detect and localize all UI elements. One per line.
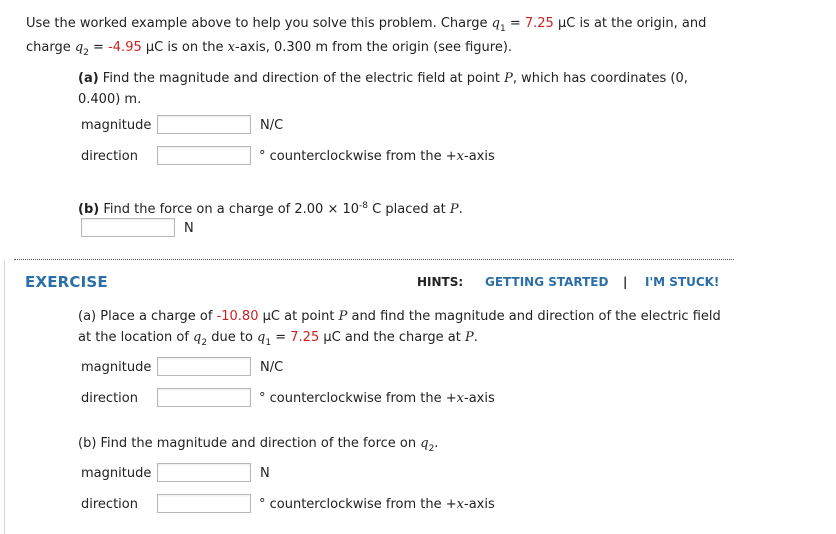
direction-label-a: direction: [81, 149, 138, 164]
part-a-question-line-1: (a) Find the magnitude and direction of the electric field at point P, which has coordinates (0,: [78, 71, 688, 86]
intro-line-1: Use the worked example above to help you solve this problem. Charge $q_1 = 7.25$ µC is at the origin, and: [26, 16, 707, 34]
part-b-question: (b) Find the force on a charge of $2.00 \times 10^{-8}$ C placed at P.: [78, 201, 463, 217]
direction-input-a[interactable]: [157, 146, 251, 165]
direction-label-ex-b: direction: [81, 497, 138, 512]
getting-started-link[interactable]: GETTING STARTED: [485, 275, 609, 289]
left-border: [4, 260, 5, 534]
hints-separator: |: [623, 275, 628, 289]
magnitude-input-ex-a[interactable]: [157, 357, 251, 376]
direction-input-ex-b[interactable]: [157, 494, 251, 513]
exercise-title: EXERCISE: [25, 273, 108, 291]
direction-input-ex-a[interactable]: [157, 388, 251, 407]
ccw-text-ex-a: ° counterclockwise from the +x-axis: [259, 391, 495, 406]
hints-label: HINTS:: [417, 275, 464, 289]
magnitude-label-ex-b: magnitude: [81, 466, 152, 481]
unit-nc-ex-a: N/C: [260, 360, 284, 375]
force-input-b[interactable]: [81, 218, 175, 237]
ccw-text-ex-b: ° counterclockwise from the +x-axis: [259, 497, 495, 512]
magnitude-input-ex-b[interactable]: [157, 463, 251, 482]
unit-n-ex-b: N: [260, 466, 270, 481]
unit-n-b: N: [184, 221, 194, 236]
exercise-a-line-1: (a) Place a charge of -10.80 µC at point P and find the magnitude and direction of the electric field: [78, 309, 721, 324]
magnitude-label-a: magnitude: [81, 118, 152, 133]
exercise-a-line-2: at the location of $q_2$ due to $q_1 = 7.25$ µC and the charge at P.: [78, 330, 478, 348]
unit-nc-a: N/C: [260, 118, 284, 133]
part-a-question-line-2: 0.400) m.: [78, 92, 142, 107]
magnitude-label-ex-a: magnitude: [81, 360, 152, 375]
ccw-text-a: ° counterclockwise from the +x-axis: [259, 149, 495, 164]
im-stuck-link[interactable]: I'M STUCK!: [645, 275, 720, 289]
direction-label-ex-a: direction: [81, 391, 138, 406]
magnitude-input-a[interactable]: [157, 115, 251, 134]
exercise-b-question: (b) Find the magnitude and direction of the force on $q_2$.: [78, 436, 439, 454]
intro-line-2: charge $q_2 = -4.95$ µC is on the x-axis, 0.300 m from the origin (see figure).: [26, 40, 513, 58]
section-divider: [14, 259, 734, 260]
